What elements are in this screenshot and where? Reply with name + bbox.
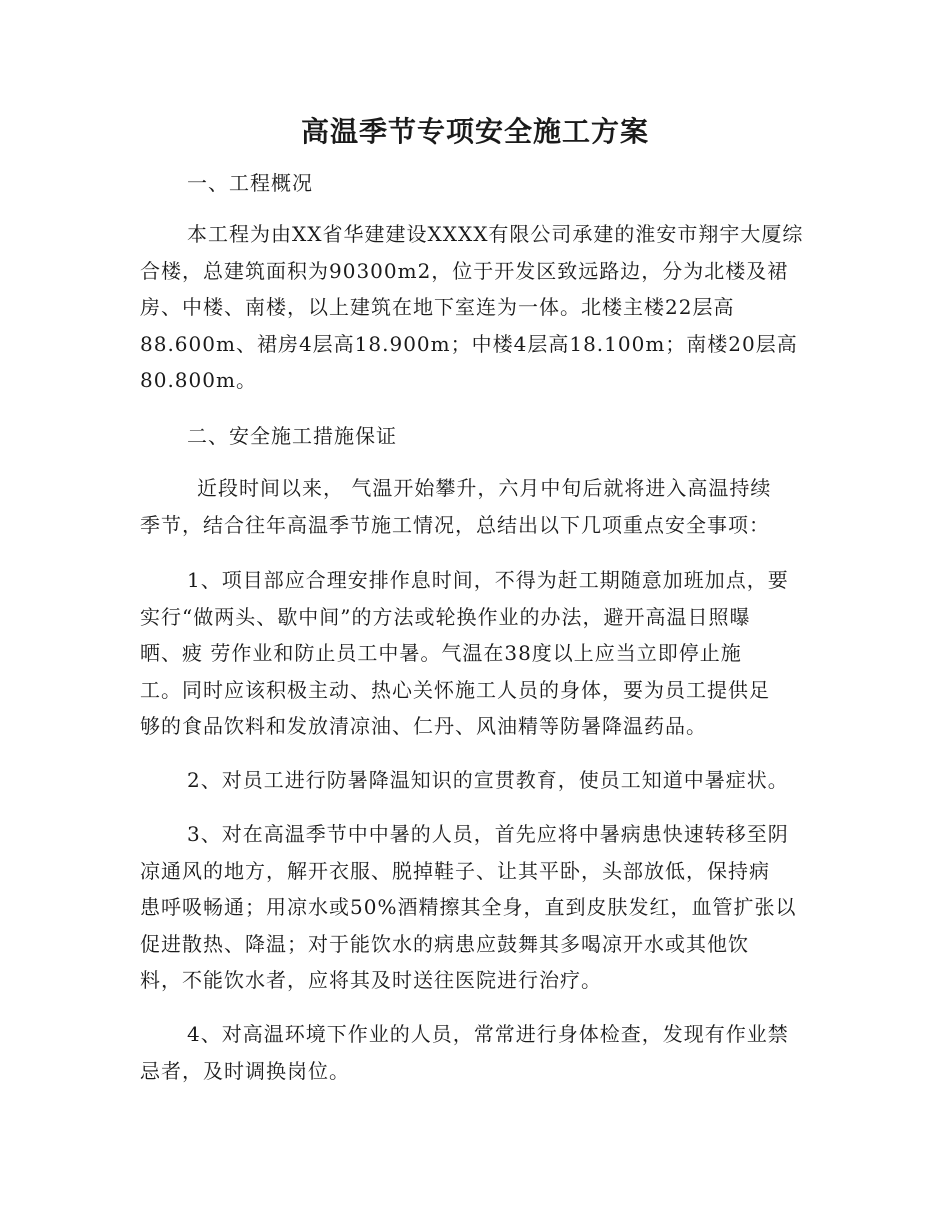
- paragraph-line: 患呼吸畅通；用凉水或50%酒精擦其全身，直到皮肤发红，血管扩张以: [140, 895, 797, 919]
- paragraph-line: 晒、疲 劳作业和防止员工中暑。气温在38度以上应当立即停止施: [140, 641, 742, 665]
- paragraph-line: 1、项目部应合理安排作息时间，不得为赶工期随意加班加点，要: [187, 568, 789, 592]
- paragraph-line: 工。同时应该积极主动、热心关怀施工人员的身体，要为员工提供足: [140, 677, 770, 702]
- paragraph-item-3: [140, 816, 812, 999]
- paragraph-item-1: [140, 562, 812, 745]
- paragraph-line: 凉通风的地方，解开衣服、脱掉鞋子、让其平卧，头部放低，保持病: [140, 858, 770, 883]
- paragraph-project-overview: [140, 216, 812, 399]
- paragraph-line: 房、中楼、南楼，以上建筑在地下室连为一体。北楼主楼22层高: [140, 295, 735, 319]
- paragraph-line: 88.600m、裙房4层高18.900m；中楼4层高18.100m；南楼20层高: [140, 331, 798, 356]
- paragraph-line: 忌者，及时调换岗位。: [140, 1058, 350, 1083]
- paragraph-line: 季节，结合往年高温季节施工情况，总结出以下几项重点安全事项：: [140, 512, 770, 537]
- paragraph-line: 2、对员工进行防暑降温知识的宣贯教育，使员工知道中暑症状。: [187, 768, 789, 792]
- paragraph-line: 4、对高温环境下作业的人员，常常进行身体检查，发现有作业禁: [187, 1022, 789, 1046]
- paragraph-item-4: [140, 1016, 812, 1089]
- document-title: 高温季节专项安全施工方案: [300, 115, 649, 148]
- paragraph-line: 80.800m。: [140, 368, 257, 392]
- paragraph-line: 本工程为由XX省华建建设XXXX有限公司承建的淮安市翔宇大厦综: [187, 222, 804, 246]
- section-heading-overview: 一、工程概况: [187, 171, 313, 195]
- paragraph-line: 近段时间以来， 气温开始攀升，六月中旬后就将进入高温持续: [197, 476, 772, 500]
- paragraph-line: 3、对在高温季节中中暑的人员，首先应将中暑病患快速转移至阴: [187, 822, 789, 846]
- paragraph-intro: [140, 470, 812, 543]
- paragraph-line: 促进散热、降温；对于能饮水的病患应鼓舞其多喝凉开水或其他饮: [140, 931, 749, 956]
- paragraph-line: 实行“做两头、歇中间”的方法或轮换作业的办法，避开高温日照曝: [140, 604, 751, 629]
- section-heading-safety-measures: 二、安全施工措施保证: [187, 424, 397, 448]
- paragraph-line: 料，不能饮水者，应将其及时送往医院进行治疗。: [140, 968, 602, 992]
- paragraph-item-2: [140, 762, 812, 799]
- paragraph-line: 合楼，总建筑面积为90300m2，位于开发区致远路边，分为北楼及裙: [140, 258, 789, 283]
- paragraph-line: 够的食品饮料和发放清凉油、仁丹、风油精等防暑降温药品。: [140, 714, 707, 738]
